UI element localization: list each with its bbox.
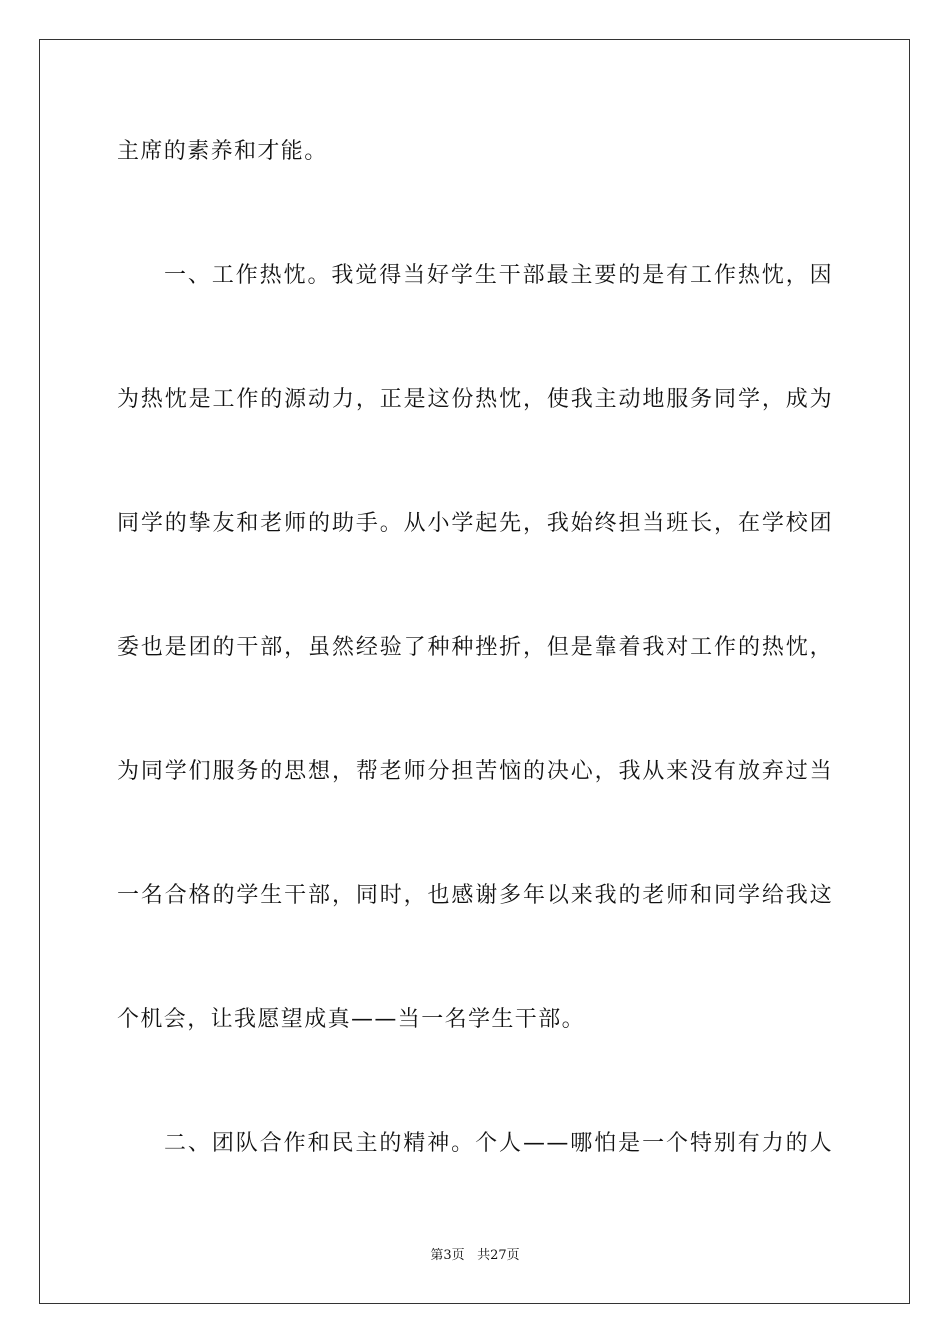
paragraph-line: 委也是团的干部，虽然经验了种种挫折，但是靠着我对工作的热忱， bbox=[117, 635, 833, 660]
page-footer bbox=[0, 1247, 950, 1265]
page-border bbox=[39, 39, 910, 1304]
paragraph-line: 一、工作热忱。我觉得当好学生干部最主要的是有工作热忱，因 bbox=[164, 263, 833, 288]
paragraph-line: 同学的挚友和老师的助手。从小学起先，我始终担当班长，在学校团 bbox=[117, 511, 833, 536]
page-number: 第3页 bbox=[430, 1248, 465, 1263]
paragraph-line: 二、团队合作和民主的精神。个人——哪怕是一个特别有力的人 bbox=[164, 1131, 833, 1156]
paragraph-line: 一名合格的学生干部，同时，也感谢多年以来我的老师和同学给我这 bbox=[117, 883, 833, 908]
page-total: 共27页 bbox=[477, 1248, 520, 1263]
paragraph-line: 个机会，让我愿望成真——当一名学生干部。 bbox=[117, 1007, 586, 1032]
paragraph-line: 为同学们服务的思想，帮老师分担苦恼的决心，我从来没有放弃过当 bbox=[117, 759, 833, 784]
paragraph-line: 主席的素养和才能。 bbox=[117, 139, 328, 164]
paragraph-line: 为热忱是工作的源动力，正是这份热忱，使我主动地服务同学，成为 bbox=[117, 387, 833, 412]
